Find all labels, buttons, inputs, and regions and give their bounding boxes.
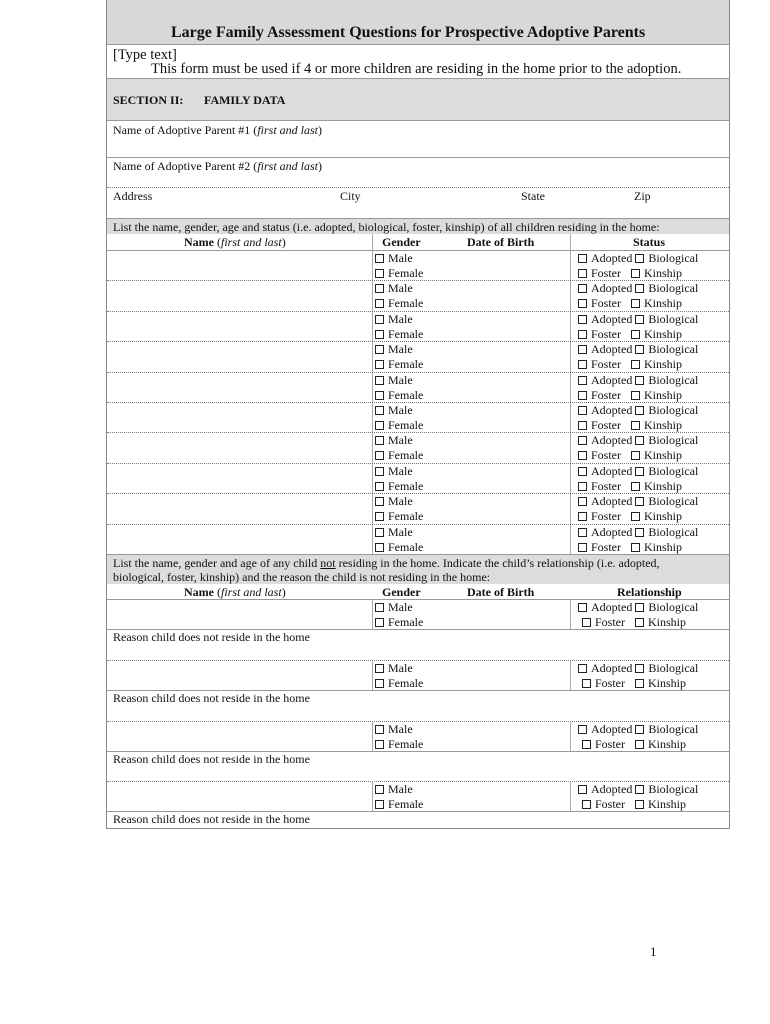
checkbox-icon[interactable] [375, 467, 384, 476]
checkbox-icon[interactable] [578, 376, 587, 385]
checkbox-icon[interactable] [375, 376, 384, 385]
away-child-name-input[interactable] [109, 601, 369, 627]
gender-female-option[interactable]: Female [375, 266, 423, 280]
gender-female-option[interactable]: Female [375, 479, 423, 493]
checkbox-icon[interactable] [631, 512, 640, 521]
assessment-form [106, 0, 730, 829]
checkbox-icon[interactable] [375, 436, 384, 445]
child-name-input[interactable] [109, 374, 369, 400]
reason-field[interactable]: Reason child does not reside in the home [113, 630, 310, 644]
gender-female-option[interactable]: Female [375, 296, 423, 310]
section-label: SECTION II: [113, 93, 184, 107]
relationship-foster-option[interactable]: Foster [582, 676, 625, 690]
not-residing-instruction-1: List the name, gender and age of any child not residing in the home. Indicate the child’s relationship (i.e. adopted, [113, 556, 660, 570]
status-foster-option[interactable]: Foster [578, 540, 621, 554]
gender-male-option[interactable]: Male [375, 281, 413, 295]
checkbox-icon[interactable] [578, 664, 587, 673]
gender-female-option[interactable]: Female [375, 327, 423, 341]
status-adopted-option[interactable]: Adopted [578, 464, 632, 478]
checkbox-icon[interactable] [578, 543, 587, 552]
status-biological-option[interactable]: Biological [635, 373, 698, 387]
relationship-foster-option[interactable]: Foster [582, 737, 625, 751]
relationship-adopted-option[interactable]: Adopted [578, 661, 632, 675]
relationship-kinship-option[interactable]: Kinship [635, 615, 686, 629]
status-kinship-option[interactable]: Kinship [631, 448, 682, 462]
checkbox-icon[interactable] [635, 376, 644, 385]
checkbox-icon[interactable] [631, 269, 640, 278]
checkbox-icon[interactable] [635, 785, 644, 794]
checkbox-icon[interactable] [375, 679, 384, 688]
child-name-input[interactable] [109, 465, 369, 491]
type-text-placeholder[interactable]: [Type text] [113, 47, 177, 63]
form-subtitle: This form must be used if 4 or more children are residing in the home prior to the adoption. [151, 61, 682, 77]
checkbox-icon[interactable] [578, 299, 587, 308]
relationship-biological-option[interactable]: Biological [635, 782, 698, 796]
checkbox-icon[interactable] [631, 330, 640, 339]
checkbox-icon[interactable] [375, 360, 384, 369]
parent1-field[interactable] [113, 123, 322, 137]
parent2-label: Name of Adoptive Parent #2 ( [113, 159, 258, 173]
status-adopted-option[interactable]: Adopted [578, 312, 632, 326]
checkbox-icon[interactable] [578, 436, 587, 445]
child-name-input[interactable] [109, 526, 369, 552]
checkbox-icon[interactable] [635, 284, 644, 293]
checkbox-icon[interactable] [375, 800, 384, 809]
away-child-name-input[interactable] [109, 662, 369, 688]
relationship-biological-option[interactable]: Biological [635, 661, 698, 675]
checkbox-icon[interactable] [375, 345, 384, 354]
status-adopted-option[interactable]: Adopted [578, 525, 632, 539]
checkbox-icon[interactable] [635, 528, 644, 537]
checkbox-icon[interactable] [375, 421, 384, 430]
checkbox-icon[interactable] [578, 254, 587, 263]
page-number: 1 [650, 944, 657, 959]
gender-male-option[interactable]: Male [375, 661, 413, 675]
parent2-field[interactable] [113, 159, 322, 173]
reason-field[interactable]: Reason child does not reside in the home [113, 752, 310, 766]
status-biological-option[interactable]: Biological [635, 525, 698, 539]
gender-male-option[interactable]: Male [375, 525, 413, 539]
gender-female-option[interactable]: Female [375, 388, 423, 402]
not-residing-col-name: Name (first and last) [184, 585, 286, 599]
child-name-input[interactable] [109, 282, 369, 308]
checkbox-icon[interactable] [578, 360, 587, 369]
away-child-name-input[interactable] [109, 783, 369, 809]
checkbox-icon[interactable] [375, 482, 384, 491]
checkbox-icon[interactable] [375, 528, 384, 537]
status-kinship-option[interactable]: Kinship [631, 479, 682, 493]
gender-male-option[interactable]: Male [375, 494, 413, 508]
checkbox-icon[interactable] [375, 391, 384, 400]
checkbox-icon[interactable] [375, 725, 384, 734]
checkbox-icon[interactable] [578, 330, 587, 339]
checkbox-icon[interactable] [578, 467, 587, 476]
status-biological-option[interactable]: Biological [635, 433, 698, 447]
parent1-label: Name of Adoptive Parent #1 ( [113, 123, 258, 137]
checkbox-icon[interactable] [578, 785, 587, 794]
checkbox-icon[interactable] [578, 345, 587, 354]
parent1-close: ) [318, 123, 322, 137]
form-title: Large Family Assessment Questions for Prospective Adoptive Parents [171, 24, 646, 41]
checkbox-icon[interactable] [635, 679, 644, 688]
status-foster-option[interactable]: Foster [578, 296, 621, 310]
checkbox-icon[interactable] [582, 740, 591, 749]
status-kinship-option[interactable]: Kinship [631, 418, 682, 432]
checkbox-icon[interactable] [578, 284, 587, 293]
checkbox-icon[interactable] [578, 451, 587, 460]
status-biological-option[interactable]: Biological [635, 251, 698, 265]
checkbox-icon[interactable] [375, 406, 384, 415]
relationship-foster-option[interactable]: Foster [582, 615, 625, 629]
relationship-biological-option[interactable]: Biological [635, 722, 698, 736]
reason-field[interactable]: Reason child does not reside in the home [113, 812, 310, 826]
checkbox-icon[interactable] [635, 467, 644, 476]
city-label[interactable]: City [340, 189, 361, 203]
checkbox-icon[interactable] [635, 345, 644, 354]
relationship-kinship-option[interactable]: Kinship [635, 737, 686, 751]
checkbox-icon[interactable] [582, 618, 591, 627]
checkbox-icon[interactable] [375, 740, 384, 749]
checkbox-icon[interactable] [578, 421, 587, 430]
status-adopted-option[interactable]: Adopted [578, 433, 632, 447]
status-biological-option[interactable]: Biological [635, 312, 698, 326]
checkbox-icon[interactable] [631, 391, 640, 400]
status-biological-option[interactable]: Biological [635, 342, 698, 356]
checkbox-icon[interactable] [578, 391, 587, 400]
checkbox-icon[interactable] [578, 497, 587, 506]
not-residing-instruction-2: biological, foster, kinship) and the reason the child is not residing in the home: [113, 570, 491, 584]
gender-male-option[interactable]: Male [375, 312, 413, 326]
checkbox-icon[interactable] [578, 315, 587, 324]
checkbox-icon[interactable] [375, 315, 384, 324]
gender-female-option[interactable]: Female [375, 448, 423, 462]
checkbox-icon[interactable] [375, 254, 384, 263]
not-residing-col-gender: Gender [382, 585, 421, 599]
checkbox-icon[interactable] [375, 299, 384, 308]
child-name-input[interactable] [109, 252, 369, 278]
status-kinship-option[interactable]: Kinship [631, 266, 682, 280]
not-residing-col-dob: Date of Birth [467, 585, 535, 599]
gender-male-option[interactable]: Male [375, 433, 413, 447]
parent2-hint: first and last [257, 159, 318, 173]
gender-male-option[interactable]: Male [375, 722, 413, 736]
status-adopted-option[interactable]: Adopted [578, 251, 632, 265]
checkbox-icon[interactable] [582, 800, 591, 809]
parent2-close: ) [318, 159, 322, 173]
status-adopted-option[interactable]: Adopted [578, 342, 632, 356]
gender-male-option[interactable]: Male [375, 782, 413, 796]
residing-col-name: Name (first and last) [184, 235, 286, 249]
checkbox-icon[interactable] [582, 679, 591, 688]
residing-instruction: List the name, gender, age and status (i.e. adopted, biological, foster, kinship) of all children residing in the home: [113, 220, 660, 234]
checkbox-icon[interactable] [635, 497, 644, 506]
status-foster-option[interactable]: Foster [578, 266, 621, 280]
zip-label[interactable]: Zip [634, 189, 651, 203]
section-band [107, 78, 729, 120]
status-biological-option[interactable]: Biological [635, 464, 698, 478]
gender-female-option[interactable]: Female [375, 509, 423, 523]
relationship-kinship-option[interactable]: Kinship [635, 676, 686, 690]
checkbox-icon[interactable] [631, 299, 640, 308]
residing-col-status: Status [633, 235, 666, 249]
status-foster-option[interactable]: Foster [578, 327, 621, 341]
checkbox-icon[interactable] [631, 543, 640, 552]
gender-male-option[interactable]: Male [375, 403, 413, 417]
checkbox-icon[interactable] [631, 360, 640, 369]
checkbox-icon[interactable] [631, 482, 640, 491]
relationship-kinship-option[interactable]: Kinship [635, 797, 686, 811]
checkbox-icon[interactable] [635, 603, 644, 612]
child-name-input[interactable] [109, 404, 369, 430]
gender-male-option[interactable]: Male [375, 342, 413, 356]
relationship-adopted-option[interactable]: Adopted [578, 782, 632, 796]
checkbox-icon[interactable] [578, 269, 587, 278]
checkbox-icon[interactable] [578, 406, 587, 415]
status-biological-option[interactable]: Biological [635, 494, 698, 508]
not-residing-col-relationship: Relationship [617, 585, 682, 599]
gender-male-option[interactable]: Male [375, 464, 413, 478]
checkbox-icon[interactable] [578, 482, 587, 491]
gender-female-option[interactable]: Female [375, 797, 423, 811]
gender-male-option[interactable]: Male [375, 251, 413, 265]
gender-female-option[interactable]: Female [375, 615, 423, 629]
checkbox-icon[interactable] [635, 436, 644, 445]
away-child-name-input[interactable] [109, 723, 369, 749]
gender-female-option[interactable]: Female [375, 357, 423, 371]
child-name-input[interactable] [109, 495, 369, 521]
status-adopted-option[interactable]: Adopted [578, 494, 632, 508]
gender-female-option[interactable]: Female [375, 540, 423, 554]
checkbox-icon[interactable] [578, 725, 587, 734]
residing-col-dob: Date of Birth [467, 235, 535, 249]
checkbox-icon[interactable] [635, 740, 644, 749]
status-biological-option[interactable]: Biological [635, 281, 698, 295]
status-foster-option[interactable]: Foster [578, 509, 621, 523]
checkbox-icon[interactable] [375, 497, 384, 506]
parent1-hint: first and last [257, 123, 318, 137]
checkbox-icon[interactable] [635, 800, 644, 809]
status-biological-option[interactable]: Biological [635, 403, 698, 417]
checkbox-icon[interactable] [635, 315, 644, 324]
checkbox-icon[interactable] [631, 451, 640, 460]
checkbox-icon[interactable] [635, 254, 644, 263]
gender-female-option[interactable]: Female [375, 418, 423, 432]
checkbox-icon[interactable] [375, 512, 384, 521]
status-foster-option[interactable]: Foster [578, 479, 621, 493]
gender-male-option[interactable]: Male [375, 600, 413, 614]
checkbox-icon[interactable] [635, 406, 644, 415]
status-kinship-option[interactable]: Kinship [631, 540, 682, 554]
relationship-adopted-option[interactable]: Adopted [578, 600, 632, 614]
section-name: FAMILY DATA [204, 93, 286, 107]
status-adopted-option[interactable]: Adopted [578, 373, 632, 387]
child-name-input[interactable] [109, 343, 369, 369]
status-foster-option[interactable]: Foster [578, 418, 621, 432]
checkbox-icon[interactable] [635, 725, 644, 734]
checkbox-icon[interactable] [631, 421, 640, 430]
relationship-biological-option[interactable]: Biological [635, 600, 698, 614]
gender-female-option[interactable]: Female [375, 737, 423, 751]
child-name-input[interactable] [109, 313, 369, 339]
status-foster-option[interactable]: Foster [578, 448, 621, 462]
address-label[interactable]: Address [113, 189, 153, 203]
status-kinship-option[interactable]: Kinship [631, 296, 682, 310]
checkbox-icon[interactable] [635, 664, 644, 673]
checkbox-icon[interactable] [375, 284, 384, 293]
state-label[interactable]: State [521, 189, 545, 203]
status-kinship-option[interactable]: Kinship [631, 357, 682, 371]
checkbox-icon[interactable] [375, 451, 384, 460]
checkbox-icon[interactable] [578, 528, 587, 537]
checkbox-icon[interactable] [375, 603, 384, 612]
child-name-input[interactable] [109, 434, 369, 460]
gender-female-option[interactable]: Female [375, 676, 423, 690]
relationship-adopted-option[interactable]: Adopted [578, 722, 632, 736]
checkbox-icon[interactable] [375, 618, 384, 627]
status-adopted-option[interactable]: Adopted [578, 281, 632, 295]
status-foster-option[interactable]: Foster [578, 357, 621, 371]
status-adopted-option[interactable]: Adopted [578, 403, 632, 417]
checkbox-icon[interactable] [578, 603, 587, 612]
relationship-foster-option[interactable]: Foster [582, 797, 625, 811]
status-kinship-option[interactable]: Kinship [631, 327, 682, 341]
checkbox-icon[interactable] [578, 512, 587, 521]
status-kinship-option[interactable]: Kinship [631, 509, 682, 523]
residing-col-gender: Gender [382, 235, 421, 249]
checkbox-icon[interactable] [375, 269, 384, 278]
checkbox-icon[interactable] [375, 664, 384, 673]
checkbox-icon[interactable] [635, 618, 644, 627]
status-foster-option[interactable]: Foster [578, 388, 621, 402]
gender-male-option[interactable]: Male [375, 373, 413, 387]
reason-field[interactable]: Reason child does not reside in the home [113, 691, 310, 705]
status-kinship-option[interactable]: Kinship [631, 388, 682, 402]
checkbox-icon[interactable] [375, 785, 384, 794]
checkbox-icon[interactable] [375, 543, 384, 552]
checkbox-icon[interactable] [375, 330, 384, 339]
